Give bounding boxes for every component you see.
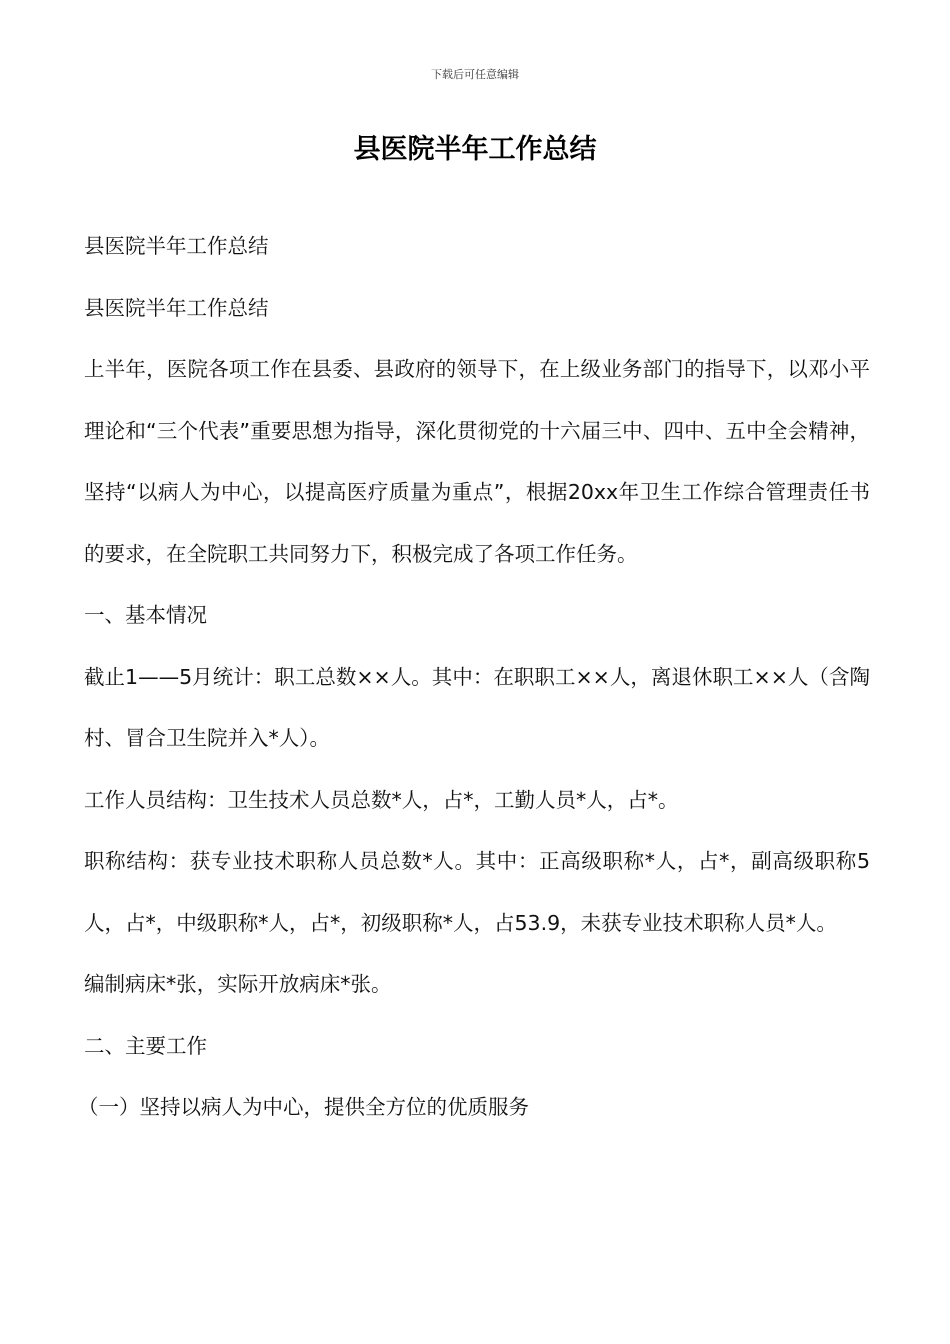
section-heading-basic-situation: 一、基本情况 — [84, 603, 207, 627]
subsection-heading-patient-centered: （一）坚持以病人为中心，提供全方位的优质服务 — [78, 1095, 529, 1119]
paragraph-subtitle-1: 县医院半年工作总结 — [84, 234, 269, 258]
page-header-note: 下载后可任意编辑 — [431, 68, 519, 81]
paragraph-staff-statistics: 截止1——5月统计：职工总数××人。其中：在职职工××人，离退休职工××人（含陶村、冒合卫生院并入*人）。 — [84, 664, 870, 750]
paragraph-beds: 编制病床*张，实际开放病床*张。 — [84, 972, 392, 996]
paragraph-subtitle-2: 县医院半年工作总结 — [84, 295, 269, 320]
paragraph-intro: 上半年，医院各项工作在县委、县政府的领导下，在上级业务部门的指导下，以邓小平理论和“三个代表”重要思想为指导，深化贯彻党的十六届三中、四中、五中全会精神，坚持“以病人为中心，以提高医疗质量为重点”，根据20xx年卫生工作综合管理责任书的要求，在全院职工共同努力下，积极完成了各项工作任务。 — [84, 357, 870, 566]
document-title: 县医院半年工作总结 — [353, 134, 597, 165]
paragraph-title-structure: 职称结构：获专业技术职称人员总数*人。其中：正高级职称*人，占*，副高级职称5人，占*，中级职称*人，占*，初级职称*人，占53.9，未获专业技术职称人员*人。 — [84, 849, 870, 935]
section-heading-main-work: 二、主要工作 — [84, 1033, 207, 1058]
document-body — [78, 216, 870, 1139]
paragraph-staff-structure: 工作人员结构：卫生技术人员总数*人，占*，工勤人员*人，占*。 — [84, 787, 679, 812]
